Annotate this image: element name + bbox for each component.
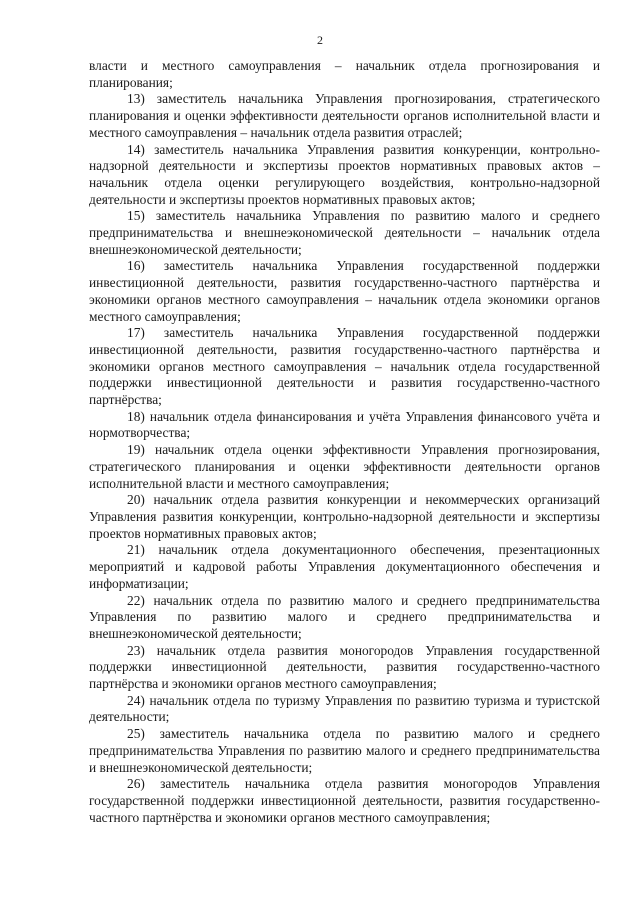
- list-item-26: 26) заместитель начальника отдела развития моногородов Управления государственной поддержки инвестиционной деятельности, развития государственно-частного партнёрства и экономики органов местного самоуправления;: [89, 776, 600, 825]
- list-item-17: 17) заместитель начальника Управления государственной поддержки инвестиционной деятельности, развития государственно-частного партнёрства и экономики органов местного самоуправления – начальник отдела государственной поддержки инвестиционной деятельности и развития государственно-частного партнёрства;: [89, 325, 600, 408]
- page-number: 2: [317, 33, 323, 47]
- list-item-13: 13) заместитель начальника Управления прогнозирования, стратегического планирования и оценки эффективности деятельности органов исполнительной власти и местного самоуправления – начальник отдела развития отраслей;: [89, 91, 600, 140]
- document-body: [89, 58, 600, 826]
- list-item-24: 24) начальник отдела по туризму Управления по развитию туризма и туристской деятельности;: [89, 692, 600, 725]
- list-item-14: 14) заместитель начальника Управления развития конкуренции, контрольно-надзорной деятельности и экспертизы проектов нормативных правовых актов – начальник отдела оценки регулирующего воздействия, контрольно-надзорной деятельности и экспертизы проектов нормативных правовых актов;: [89, 141, 600, 207]
- list-item-19: 19) начальник отдела оценки эффективности Управления прогнозирования, стратегического планирования и оценки эффективности деятельности органов исполнительной власти и местного самоуправления;: [89, 442, 600, 491]
- list-item-23: 23) начальник отдела развития моногородов Управления государственной поддержки инвестиционной деятельности, развития государственно-частного партнёрства и экономики органов местного самоуправления;: [89, 642, 600, 692]
- continuation-paragraph: власти и местного самоуправления – начальник отдела прогнозирования и планирования;: [89, 58, 600, 90]
- list-item-22: 22) начальник отдела по развитию малого и среднего предпринимательства Управления по развитию малого и среднего предпринимательства и внешнеэкономической деятельности;: [89, 592, 600, 641]
- list-item-15: 15) заместитель начальника Управления по развитию малого и среднего предпринимательства и внешнеэкономической деятельности – начальник отдела внешнеэкономической деятельности;: [89, 208, 600, 257]
- list-item-18: 18) начальник отдела финансирования и учёта Управления финансового учёта и нормотворчества;: [89, 408, 600, 441]
- list-item-20: 20) начальник отдела развития конкуренции и некоммерческих организаций Управления развития конкуренции, контрольно-надзорной деятельности и экспертизы проектов нормативных правовых актов;: [89, 492, 600, 541]
- list-item-25: 25) заместитель начальника отдела по развитию малого и среднего предпринимательства Управления по развитию малого и среднего предпринимательства и внешнеэкономической деятельности;: [89, 726, 600, 775]
- list-item-21: 21) начальник отдела документационного обеспечения, презентационных мероприятий и кадровой работы Управления документационного обеспечения и информатизации;: [89, 542, 600, 591]
- list-item-16: 16) заместитель начальника Управления государственной поддержки инвестиционной деятельности, развития государственно-частного партнёрства и экономики органов местного самоуправления – начальник отдела экономики органов местного самоуправления;: [89, 258, 600, 324]
